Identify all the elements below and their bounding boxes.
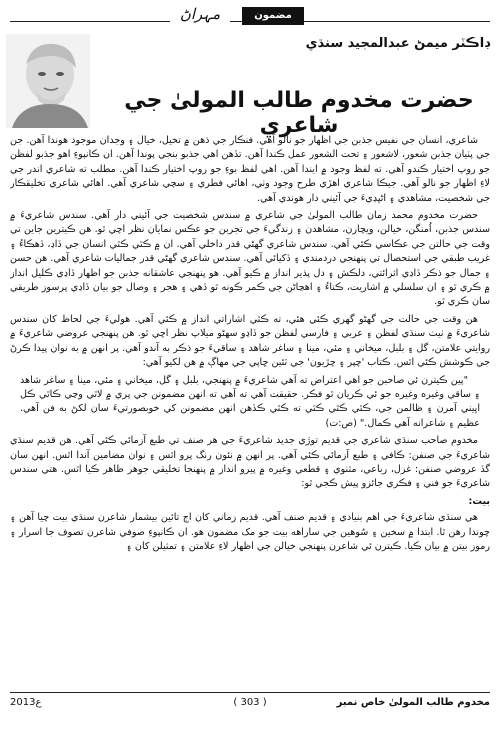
magazine-logo: مہراڻ: [170, 5, 230, 27]
issue-name: مخدوم طالب المولىٰ خاص نمبر: [336, 697, 490, 708]
footer-rule: [10, 692, 490, 693]
section-tag: مضمون: [242, 7, 304, 25]
author-portrait: [6, 34, 90, 128]
author-name: ڊاڪٽر ميمڻ عبدالمجيد سنڌي: [305, 36, 490, 51]
page-header: [0, 4, 500, 30]
portrait-image: [6, 34, 90, 128]
body-paragraph: مخدوم صاحب سنڌي شاعري جي قديم توڙي جديد شاعريءَ جي هر صنف تي طبع آزمائي ڪئي آهي. هن قديم سنڌي شاعريءَ جي صنفن: ڪافي ۽ طبع آزمائي ڪئي آهي. پر انهن ۾ نئون رنگ پرو اٿس ۽ نوان مضامين آندا اٿس. انهن سان گڏ عروضي صنفن: غزل، رباعي، مثنوي ۽ قطعي وغيره ۾ پيرو انداز ۾ پنهنجا تخليقي جوهر ظاهر ڪيا اٿس. هتي سندس شاعريءَ جو فني ۽ فڪري جائزو پيش ڪجي ٿو:: [10, 435, 490, 490]
body-paragraph: شاعري، انسان جي نفيس جذبن جي اظهار جو نالو آهي. فنڪار جي ذهن ۾ تخيل، خيال ۽ وجدان موجود هوندا آهن. جن جي پٺيان جذبن شعور، لاشعور ۽ تحت الشعور عمل ڪندا آهن. تڏهن اهي جذبو بنجي پوندا آهن. ان ڪانپوءِ اهو جذبو لفظن جو روپ اختيار ڪندو آهي. ته لفظ وجود ۾ ايندا آهن. اهي لفظ بوءِ جو روپ اختيار ڪندا آهن. مطلب ته شاعري اندر جي لاءِ اظهار جو نالو آهي. جيڪا شاعري اهڙي طرح وجود وٺي، اهائي فطري ۽ سچي شاعري آهي. اهائي شاعري تخليقڪار جي شخصيت، مشاهدي ۽ اڻڀڍيءَ جي آئيني دار هوندي آهي.: [10, 135, 490, 204]
page-footer: [10, 697, 490, 717]
article-body: [10, 134, 490, 674]
article-title: حضرت مخدوم طالب المولىٰ جي شاعري: [124, 88, 474, 138]
body-paragraph: حضرت مخدوم محمد زمان طالب المولىٰ جي شاعري ۾ سندس شخصيت جي آئيني دار آهي. سندس شاعريءَ ۾ سندس جذبن، اُمنگن، خيالن، ويچارن، مشاهدن ۽ زندگيءَ جي تجربن جو عڪس نمايان نظر اچي ٿو. هن ڪيترين جاين تي وقت جي حالتن جي عڪاسي ڪئي آهي. سندس شاعري گهڻي قدر داخلي آهي. ان ۾ ڪٿي ڪٿي انسان جي ڏاڍ، ڏهڪاءُ ۽ غريب طبقي جي استحصال تي پنهنجي دردمندي ۽ ڏکيائي آهي. سندس شاعري گهڻي قدر جماليات شاعري آهي. هن حسن ۽ جمال جو ذڪر ڏاڍي اثرائتي، دلڪش ۽ دل پذير انداز ۾ ڪيو آهي. هو پنهنجي عاشقانه جذبن جو اظهار ڏاڍي ڪليل انداز ۾ ڪري ٿو ۽ ان سلسلي ۾ اشاريت، ڪناءُ ۽ اهڃاڻن جي ڪمر ڪونه ٿو ڏهي ۽ هجر ۽ وصال جو بيان ڏاڍي پرسوز طريقي سان ڪري ٿو.: [10, 210, 490, 308]
section-subheading: بيت:: [468, 495, 490, 507]
page-number: ( 303 ): [233, 697, 267, 708]
quoted-passage: "پين ڪيترن ئي صاحبن جو اهي اعتراض ته آهي شاعريءَ ۾ پنهنجي، بلبل ۽ گل، ميخاني ۽ مئي، مينا ۽ ساغر شاهد ۽ ساقي وغيره وغيره جو ئي ڪريان ٿو فڪر. حقيقت آهي ته آهي ته انهن مضمونن جي پري ۾ لاٿي وڃي ڪاٿي ڪل اڀيني آمرن ۽ ظالمن جي، ڪٿي ڪٿي ڪٿي ته ڪٿي ڪڏهن انهن مضمونن کي خوبصورتيءَ سان لکڻ به فن آهي. عظيم ۽ شاعرانه آهي ڪمال." (ص:ت): [20, 374, 480, 429]
body-paragraph: هن وقت جي حالت جي گهڻو گهري ڪئي هئي، ته ڪٿي اشاراتي انداز ۾ ڪئي آهي. هوليءَ جي لحاظ کان سندس شاعريءَ ۾ ٺيٺ سنڌي لفظن ۽ عربي ۽ فارسي لفظن جو ڏاڍو سهڻو ميلاپ نظر اچي ٿو. هن پنهنجي عروضي شاعريءَ ۾ روايتي علامتن، گل ۽ بلبل، ميخاني ۽ مئي، مينا ۽ ساغر شاهد ۽ ساقيءَ جو ذڪر به آندو آهي. پر انهن ۾ به نوان پيدا ڪرڻ جي ڪوشش ڪئي اٿس. ڪتاب 'چپر ۽ چڙيون' جي ٽئين ڇاپي جي مهاڳ ۾ هن لکيو آهي:: [10, 313, 490, 369]
issue-year: 2013ع: [10, 697, 42, 708]
body-paragraph: هي سنڌي شاعريءَ جي اهم بنيادي ۽ قديم صنف آهي. قديم زماني کان اڄ تائين بيشمار شاعرن سنڌي بيت چيا آهن ۽ چوندا رهن ٿا. ابتدا ۾ سخين ۽ سُوهين جي ساراهه بيت جو مک مضمون هو. ان ڪانپوءِ صوفي شاعرن تصوف جا اسرار ۽ رموز بيتن ۾ بيان ڪيا. ڪيترن ئي شاعرن پنهنجي خيالن جي اظهار لاءِ علامتن ۽ تمثيلن کان ۽: [10, 512, 490, 552]
